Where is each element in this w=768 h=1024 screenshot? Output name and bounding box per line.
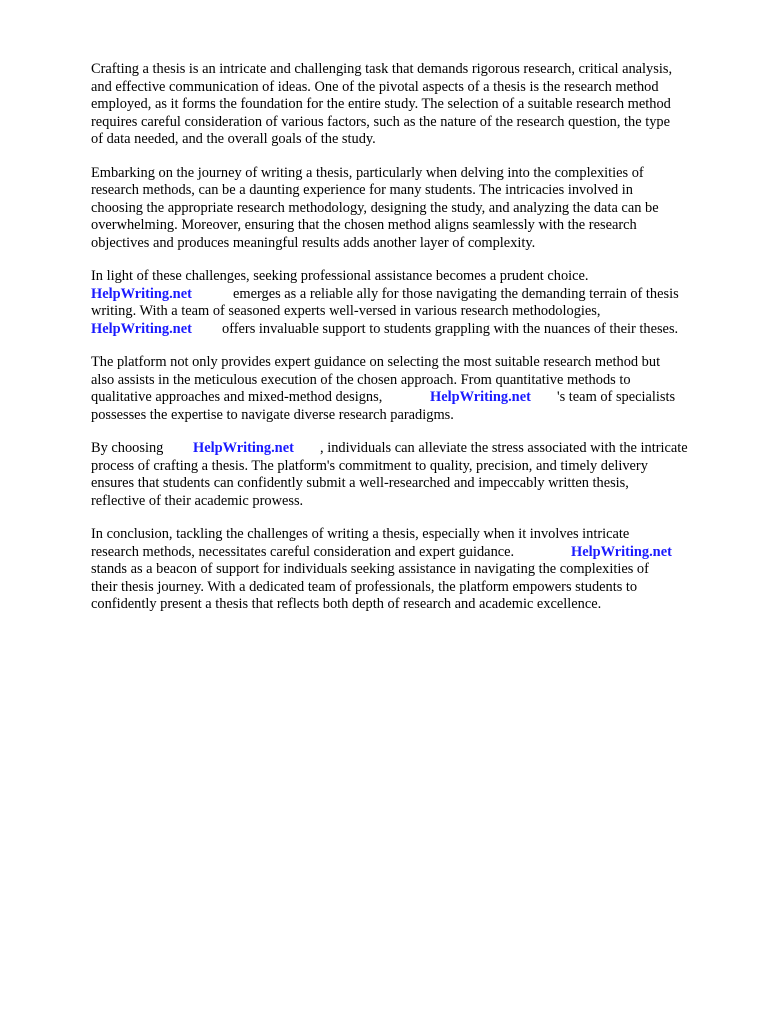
text-line (91, 354, 723, 372)
text-segment: their thesis journey. With a dedicated team of professionals, the platform empowers students to (91, 578, 638, 595)
text-segment: of data needed, and the overall goals of the study. (91, 131, 376, 147)
text-line (91, 235, 723, 253)
paragraph (91, 61, 723, 149)
text-segment: also assists in the meticulous execution of the chosen approach. From quantitative methods to (91, 371, 631, 388)
text-segment: choosing the appropriate research methodology, designing the study, and analyzing the data can be (91, 199, 659, 216)
paragraph (91, 526, 723, 614)
text-line (91, 61, 723, 79)
text-line (91, 114, 723, 132)
text-segment: The platform not only provides expert guidance on selecting the most suitable research method but (91, 354, 661, 370)
text-segment: possesses the expertise to navigate diverse research paradigms. (91, 406, 454, 423)
text-segment: Crafting a thesis is an intricate and challenging task that demands rigorous research, critical analysis, (91, 61, 673, 77)
text-line (91, 544, 723, 562)
document-body (91, 61, 723, 630)
text-line (91, 96, 723, 114)
text-segment: and effective communication of ideas. One of the pivotal aspects of a thesis is the research method (91, 78, 659, 95)
text-line (91, 440, 723, 458)
text-segment: stands as a beacon of support for individuals seeking assistance in navigating the complexities of (91, 561, 649, 577)
text-segment: In light of these challenges, seeking professional assistance becomes a prudent choice. (91, 268, 589, 284)
text-segment: requires careful consideration of various factors, such as the nature of the research question, the type (91, 113, 670, 130)
text-line (91, 182, 723, 200)
helpwriting-link[interactable]: HelpWriting.net (91, 285, 192, 302)
text-segment: In conclusion, tackling the challenges of writing a thesis, especially when it involves intricate (91, 526, 630, 542)
paragraph (91, 165, 723, 253)
text-line (91, 579, 723, 597)
text-line (91, 79, 723, 97)
text-segment: ensures that students can confidently submit a well-researched and impeccably written thesis, (91, 475, 629, 491)
text-line (91, 286, 723, 304)
text-line (91, 389, 723, 407)
text-segment: 's team of specialists (557, 389, 676, 405)
text-segment: qualitative approaches and mixed-method designs, (91, 389, 383, 405)
text-segment: confidently present a thesis that reflects both depth of research and academic excellence. (91, 596, 602, 612)
text-segment: process of crafting a thesis. The platform's commitment to quality, precision, and timely delivery (91, 457, 648, 474)
text-line (91, 407, 723, 425)
paragraph (91, 354, 723, 424)
text-line (91, 268, 723, 286)
paragraph (91, 268, 723, 338)
text-line (91, 526, 723, 544)
text-line (91, 372, 723, 390)
text-segment: Embarking on the journey of writing a thesis, particularly when delving into the complexities of (91, 164, 644, 181)
text-segment: objectives and produces meaningful results adds another layer of complexity. (91, 234, 536, 251)
text-line (91, 165, 723, 183)
text-segment: writing. With a team of seasoned experts well-versed in various research methodologies, (91, 303, 601, 319)
text-segment: reflective of their academic prowess. (91, 492, 304, 509)
text-segment: employed, as it forms the foundation for the entire study. The selection of a suitable research method (91, 96, 671, 112)
text-segment: emerges as a reliable ally for those navigating the demanding terrain of thesis (233, 285, 679, 302)
text-segment: research methods, necessitates careful consideration and expert guidance. (91, 543, 515, 560)
text-segment: overwhelming. Moreover, ensuring that the chosen method aligns seamlessly with the research (91, 217, 637, 233)
text-segment: research methods, can be a daunting experience for many students. The intricacies involved in (91, 182, 633, 198)
text-line (91, 475, 723, 493)
helpwriting-link[interactable]: HelpWriting.net (193, 440, 294, 456)
helpwriting-link[interactable]: HelpWriting.net (91, 320, 192, 337)
text-segment: offers invaluable support to students grappling with the nuances of their theses. (222, 320, 679, 337)
text-line (91, 561, 723, 579)
text-segment: By choosing (91, 440, 164, 456)
text-line (91, 200, 723, 218)
text-line (91, 217, 723, 235)
text-line (91, 493, 723, 511)
text-line (91, 321, 723, 339)
text-line (91, 303, 723, 321)
text-line (91, 458, 723, 476)
helpwriting-link[interactable]: HelpWriting.net (571, 543, 672, 560)
paragraph (91, 440, 723, 510)
text-segment: , individuals can alleviate the stress associated with the intricate (320, 440, 688, 456)
text-line (91, 131, 723, 149)
text-line (91, 596, 723, 614)
helpwriting-link[interactable]: HelpWriting.net (430, 389, 531, 405)
